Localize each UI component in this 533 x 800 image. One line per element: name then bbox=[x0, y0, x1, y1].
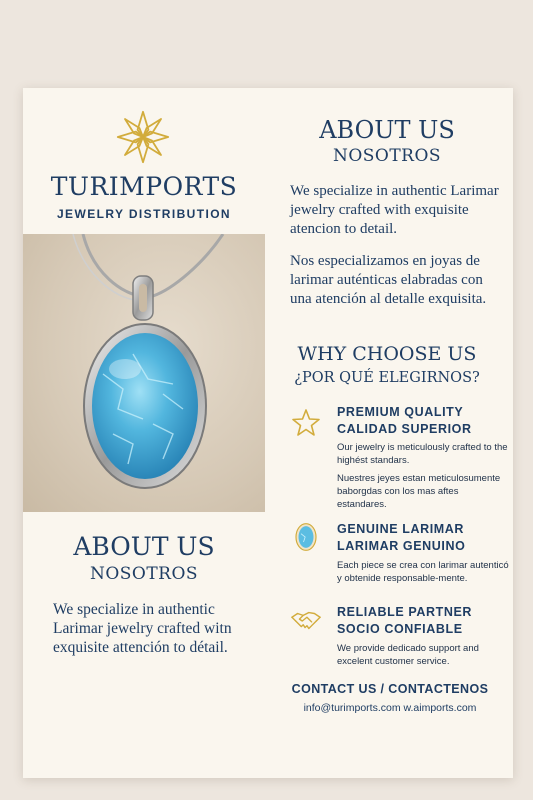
compass-star-logo-icon bbox=[116, 110, 170, 164]
feature-partner-title-en: RELIABLE PARTNER bbox=[337, 605, 473, 619]
right-description-es: Nos especializamos en joyas de larimar auténticas elabradas con una atención al detalle exquisita. bbox=[290, 253, 487, 307]
feature-larimar-title-es: LARIMAR GENUINO bbox=[337, 539, 466, 553]
right-about-title: ABOUT US bbox=[319, 116, 455, 144]
brand-tagline: JEWELRY DISTRIBUTION bbox=[56, 207, 231, 221]
contact-title: CONTACT US / CONTACTENOS bbox=[291, 682, 489, 696]
why-choose-subtitle: ¿POR QUÉ ELEGIRNOS? bbox=[294, 370, 480, 386]
brand-name: TURIMPORTS bbox=[50, 172, 238, 201]
feature-partner-desc: We provide dedicado support and excelent customer service. bbox=[337, 643, 479, 667]
feature-partner-title-es: SOCIO CONFIABLE bbox=[337, 622, 463, 636]
right-about-subtitle: NOSOTROS bbox=[332, 146, 442, 166]
left-about-subtitle: NOSOTROS bbox=[89, 564, 199, 584]
pendant-photo bbox=[23, 234, 265, 512]
left-description: We specialize in authentic Larimar jewelry crafted witn exquisite attención to détail. bbox=[53, 601, 232, 656]
left-about-title: ABOUT US bbox=[73, 532, 215, 561]
feature-premium-title-es: CALIDAD SUPERIOR bbox=[337, 422, 472, 436]
flyer-card bbox=[23, 88, 513, 778]
feature-larimar-title-en: GENUINE LARIMAR bbox=[337, 522, 465, 536]
contact-email-link[interactable]: info@turimports.com w.aimports.com bbox=[303, 702, 477, 714]
feature-larimar-desc: Each piece se crea con larimar autenticó y obtenide responsable-mente. bbox=[337, 560, 509, 584]
feature-premium-title-en: PREMIUM QUALITY bbox=[337, 405, 464, 419]
handshake-icon bbox=[291, 606, 321, 636]
feature-premium-desc-es: Nuestres jeyes estan meticulosumente baborgdas con los mas aftes estandares. bbox=[337, 473, 501, 510]
feature-premium-desc-en: Our jewelry is meticulously crafted to the highést standars. bbox=[337, 442, 508, 466]
right-description-en: We specialize in authentic Larimar jewelry crafted with exquisite atencion to detail. bbox=[290, 183, 499, 237]
larimar-stone-icon bbox=[291, 522, 321, 552]
star-icon bbox=[291, 408, 321, 438]
why-choose-title: WHY CHOOSE US bbox=[297, 343, 477, 365]
larimar-pendant-image bbox=[23, 234, 265, 512]
